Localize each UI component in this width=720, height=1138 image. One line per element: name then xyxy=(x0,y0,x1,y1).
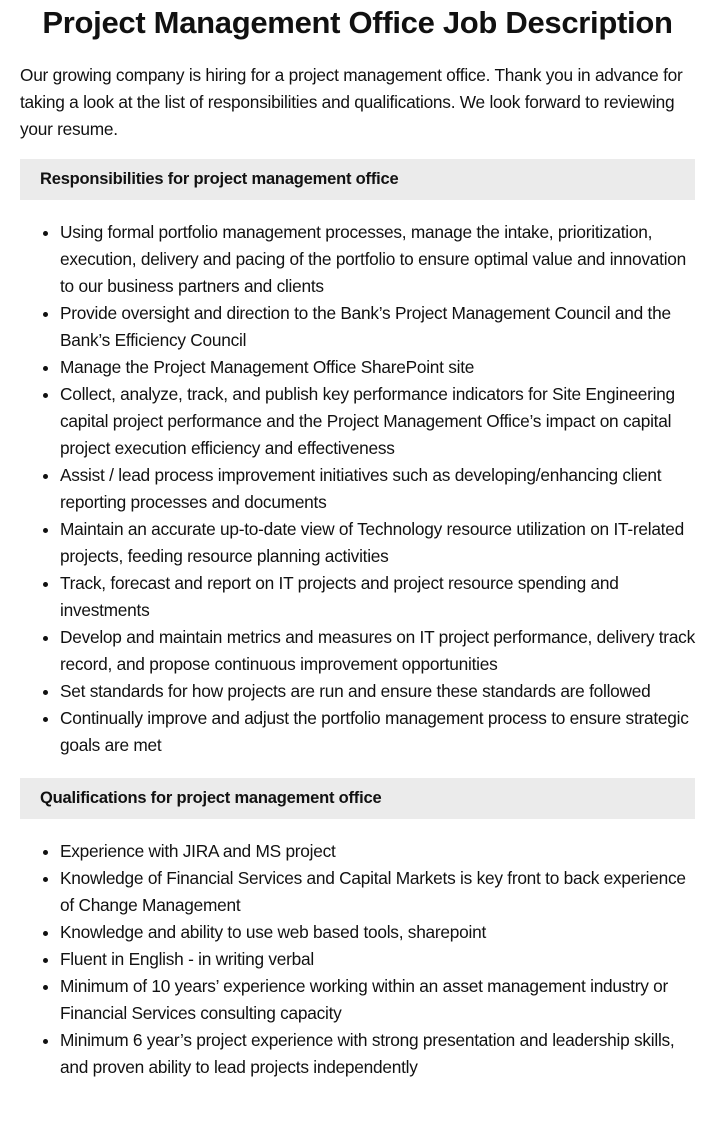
list-item: • Develop and maintain metrics and measures on IT project performance, delivery track record, and propose continuous improvement opportunities xyxy=(60,624,695,678)
list-item: • Set standards for how projects are run and ensure these standards are followed xyxy=(60,678,695,705)
list-item: • Using formal portfolio management processes, manage the intake, prioritization, execution, delivery and pacing of the portfolio to ensure optimal value and innovation to our business partners and clients xyxy=(60,219,695,300)
list-item: • Knowledge and ability to use web based tools, sharepoint xyxy=(60,919,695,946)
page-title: Project Management Office Job Description xyxy=(42,5,673,40)
qualifications-list xyxy=(20,838,695,1081)
list-item: • Minimum of 10 years’ experience working within an asset management industry or Financial Services consulting capacity xyxy=(60,973,695,1027)
list-item: • Experience with JIRA and MS project xyxy=(60,838,695,865)
responsibilities-heading: Responsibilities for project management office xyxy=(20,159,695,200)
list-item: • Collect, analyze, track, and publish key performance indicators for Site Engineering capital project performance and the Project Management Office’s impact on capital project execution efficiency and effectiveness xyxy=(60,381,695,462)
list-item: • Minimum 6 year’s project experience with strong presentation and leadership skills, and proven ability to lead projects independently xyxy=(60,1027,695,1081)
intro-paragraph: Our growing company is hiring for a project management office. Thank you in advance for taking a look at the list of responsibilities and qualifications. We look forward to reviewing your resume. xyxy=(20,65,683,139)
list-item: • Provide oversight and direction to the Bank’s Project Management Council and the Bank’s Efficiency Council xyxy=(60,300,695,354)
list-item: • Assist / lead process improvement initiatives such as developing/enhancing client reporting processes and documents xyxy=(60,462,695,516)
list-item: • Maintain an accurate up-to-date view of Technology resource utilization on IT-related projects, feeding resource planning activities xyxy=(60,516,695,570)
list-item: • Fluent in English - in writing verbal xyxy=(60,946,695,973)
responsibilities-list xyxy=(20,219,695,759)
list-item: • Continually improve and adjust the portfolio management process to ensure strategic goals are met xyxy=(60,705,695,759)
list-item: • Knowledge of Financial Services and Capital Markets is key front to back experience of Change Management xyxy=(60,865,695,919)
list-item: • Track, forecast and report on IT projects and project resource spending and investments xyxy=(60,570,695,624)
list-item: • Manage the Project Management Office SharePoint site xyxy=(60,354,695,381)
qualifications-heading: Qualifications for project management office xyxy=(20,778,695,819)
